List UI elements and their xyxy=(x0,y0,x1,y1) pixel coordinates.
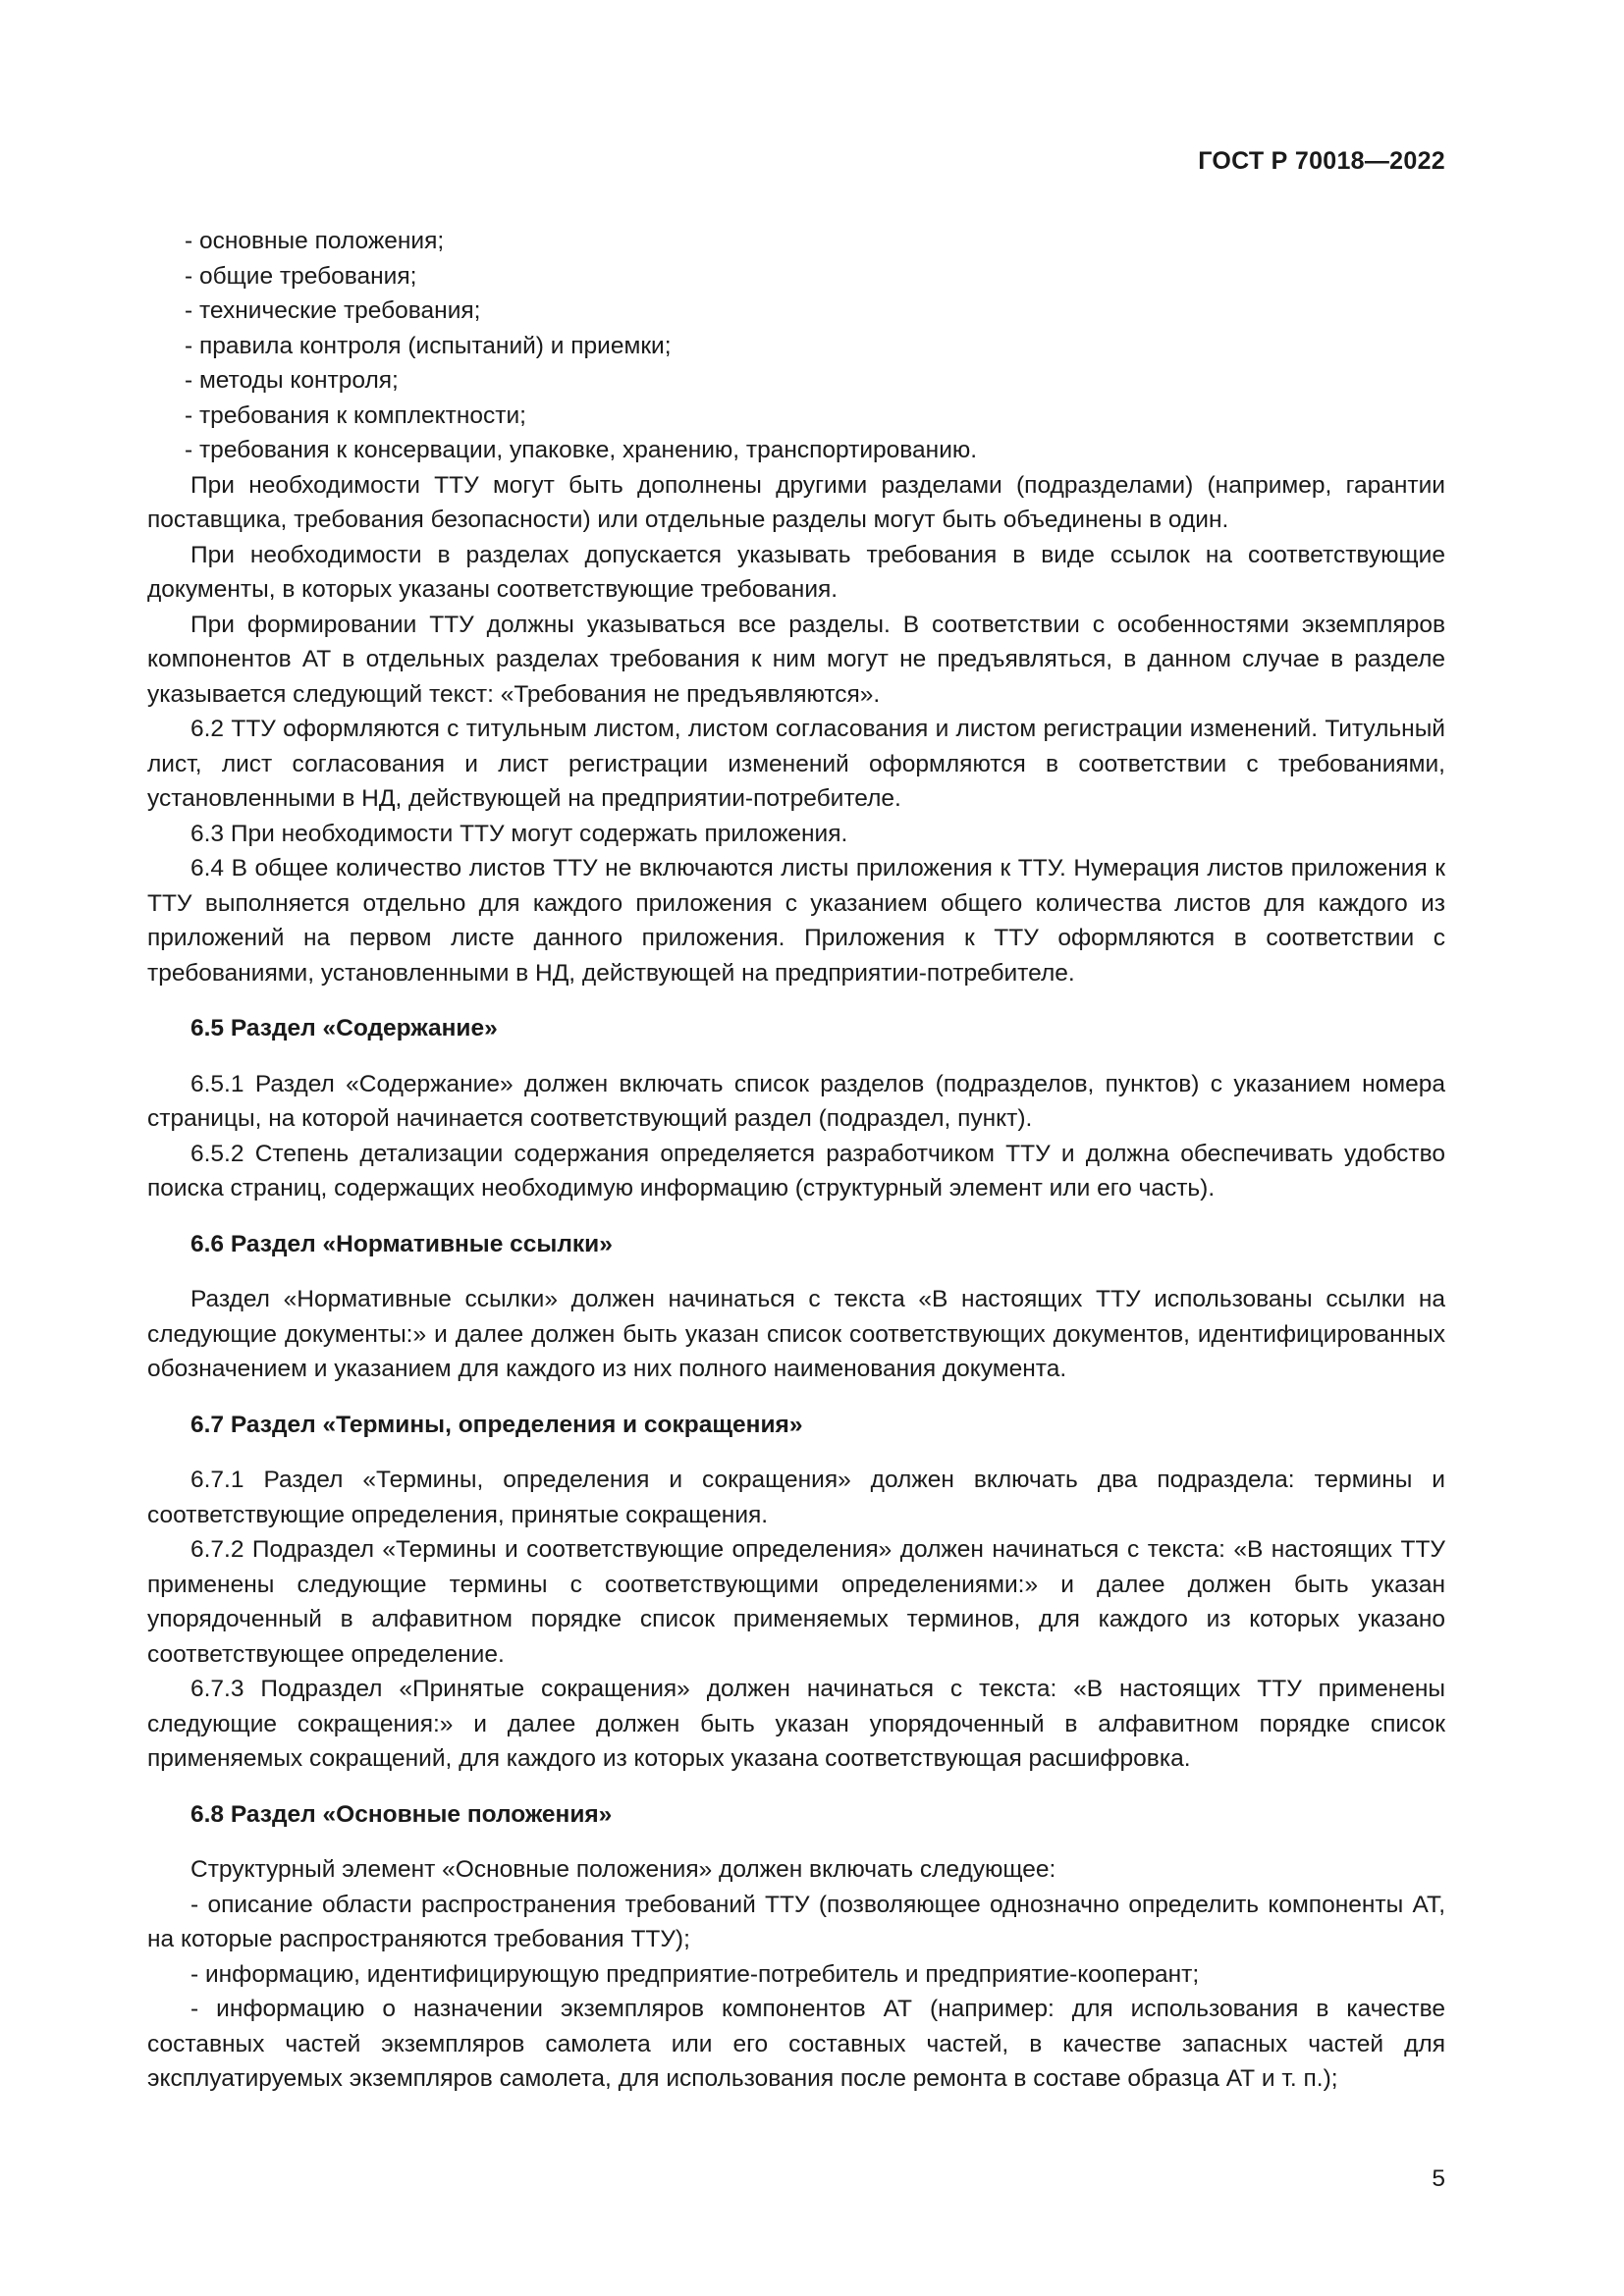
paragraph-6-8-intro: Структурный элемент «Основные положения» должен включать следующее: xyxy=(190,1856,1056,1883)
list-item: - информацию о назначении экземпляров компонентов АТ (например: для использования в качестве составных частей экземпляров самолета или его составных частей, в качестве запасных частей для эксплуатируемых экземпляров самолета, для использования после ремонта в составе образца АТ и т. п.); xyxy=(147,1996,1445,2092)
list-item: - технические требования; xyxy=(185,297,481,324)
paragraph: При необходимости в разделах допускается указывать требования в виде ссылок на соответствующие документы, в которых указаны соответствующие требования. xyxy=(147,541,1445,603)
section-heading-6-6: 6.6 Раздел «Нормативные ссылки» xyxy=(190,1230,613,1257)
list-item: - информацию, идентифицирующую предприятие-потребитель и предприятие-кооперант; xyxy=(190,1960,1200,1988)
paragraph: При необходимости ТТУ могут быть дополнены другими разделами (подразделами) (например, гарантии поставщика, требования безопасности) или отдельные разделы могут быть объединены в один. xyxy=(147,471,1445,533)
paragraph-6-5-1: 6.5.1 Раздел «Содержание» должен включать список разделов (подразделов, пунктов) с указанием номера страницы, на которой начинается соответствующий раздел (подраздел, пункт). xyxy=(147,1070,1445,1132)
paragraph-6-4: 6.4 В общее количество листов ТТУ не включаются листы приложения к ТТУ. Нумерация листов приложения к ТТУ выполняется отдельно для каждого приложения с указанием общего количества листов для каждого из приложений на первом листе данного приложения. Приложения к ТТУ оформляются в соответствии с требованиями, установленными в НД, действующей на предприятии-потребителе. xyxy=(147,855,1445,987)
list-item: - методы контроля; xyxy=(185,367,399,394)
paragraph-6-7-3: 6.7.3 Подраздел «Принятые сокращения» должен начинаться с текста: «В настоящих ТТУ применены следующие сокращения:» и далее должен быть указан упорядоченный в алфавитном порядке список применяемых сокращений, для каждого из которых указана соответствующая расшифровка. xyxy=(147,1676,1445,1772)
document-code-header: ГОСТ Р 70018—2022 xyxy=(1198,147,1445,175)
section-heading-6-5: 6.5 Раздел «Содержание» xyxy=(190,1015,498,1041)
paragraph: При формировании ТТУ должны указываться все разделы. В соответствии с особенностями экземпляров компонентов АТ в отдельных разделах требования к ним могут не предъявляться, в данном случае в разделе указывается следующий текст: «Требования не предъявляются». xyxy=(147,611,1445,708)
list-item: - правила контроля (испытаний) и приемки; xyxy=(185,332,672,359)
list-item: - описание области распространения требований ТТУ (позволяющее однозначно определить компоненты АТ, на которые распространяются требования ТТУ); xyxy=(147,1891,1445,1952)
paragraph-6-7-1: 6.7.1 Раздел «Термины, определения и сокращения» должен включать два подраздела: термины и соответствующие определения, принятые сокращения. xyxy=(147,1467,1445,1528)
section-heading-6-7: 6.7 Раздел «Термины, определения и сокращения» xyxy=(190,1411,803,1438)
list-item: - требования к консервации, упаковке, хранению, транспортированию. xyxy=(185,437,978,463)
paragraph-6-7-2: 6.7.2 Подраздел «Термины и соответствующие определения» должен начинаться с текста: «В настоящих ТТУ применены следующие термины с соответствующими определениями:» и далее должен быть указан упорядоченный в алфавитном порядке список применяемых терминов, для каждого из которых указано соответствующее определение. xyxy=(147,1536,1445,1668)
list-item: - требования к комплектности; xyxy=(185,401,526,429)
paragraph-6-5-2: 6.5.2 Степень детализации содержания определяется разработчиком ТТУ и должна обеспечивать удобство поиска страниц, содержащих необходимую информацию (структурный элемент или его часть). xyxy=(147,1140,1445,1201)
section-heading-6-8: 6.8 Раздел «Основные положения» xyxy=(190,1800,613,1828)
document-body xyxy=(147,224,1445,2097)
list-item: - общие требования; xyxy=(185,262,417,290)
page-number: 5 xyxy=(1432,2165,1445,2192)
paragraph-6-2: 6.2 ТТУ оформляются с титульным листом, листом согласования и листом регистрации изменений. Титульный лист, лист согласования и лист регистрации изменений оформляются в соответствии с требованиями, установленными в НД, действующей на предприятии-потребителе. xyxy=(147,716,1445,812)
list-item: - основные положения; xyxy=(185,228,445,254)
paragraph-6-3: 6.3 При необходимости ТТУ могут содержать приложения. xyxy=(190,820,848,847)
paragraph-6-6: Раздел «Нормативные ссылки» должен начинаться с текста «В настоящих ТТУ использованы ссылки на следующие документы:» и далее должен быть указан список соответствующих документов, идентифицированных обозначением и указанием для каждого из них полного наименования документа. xyxy=(147,1286,1445,1382)
